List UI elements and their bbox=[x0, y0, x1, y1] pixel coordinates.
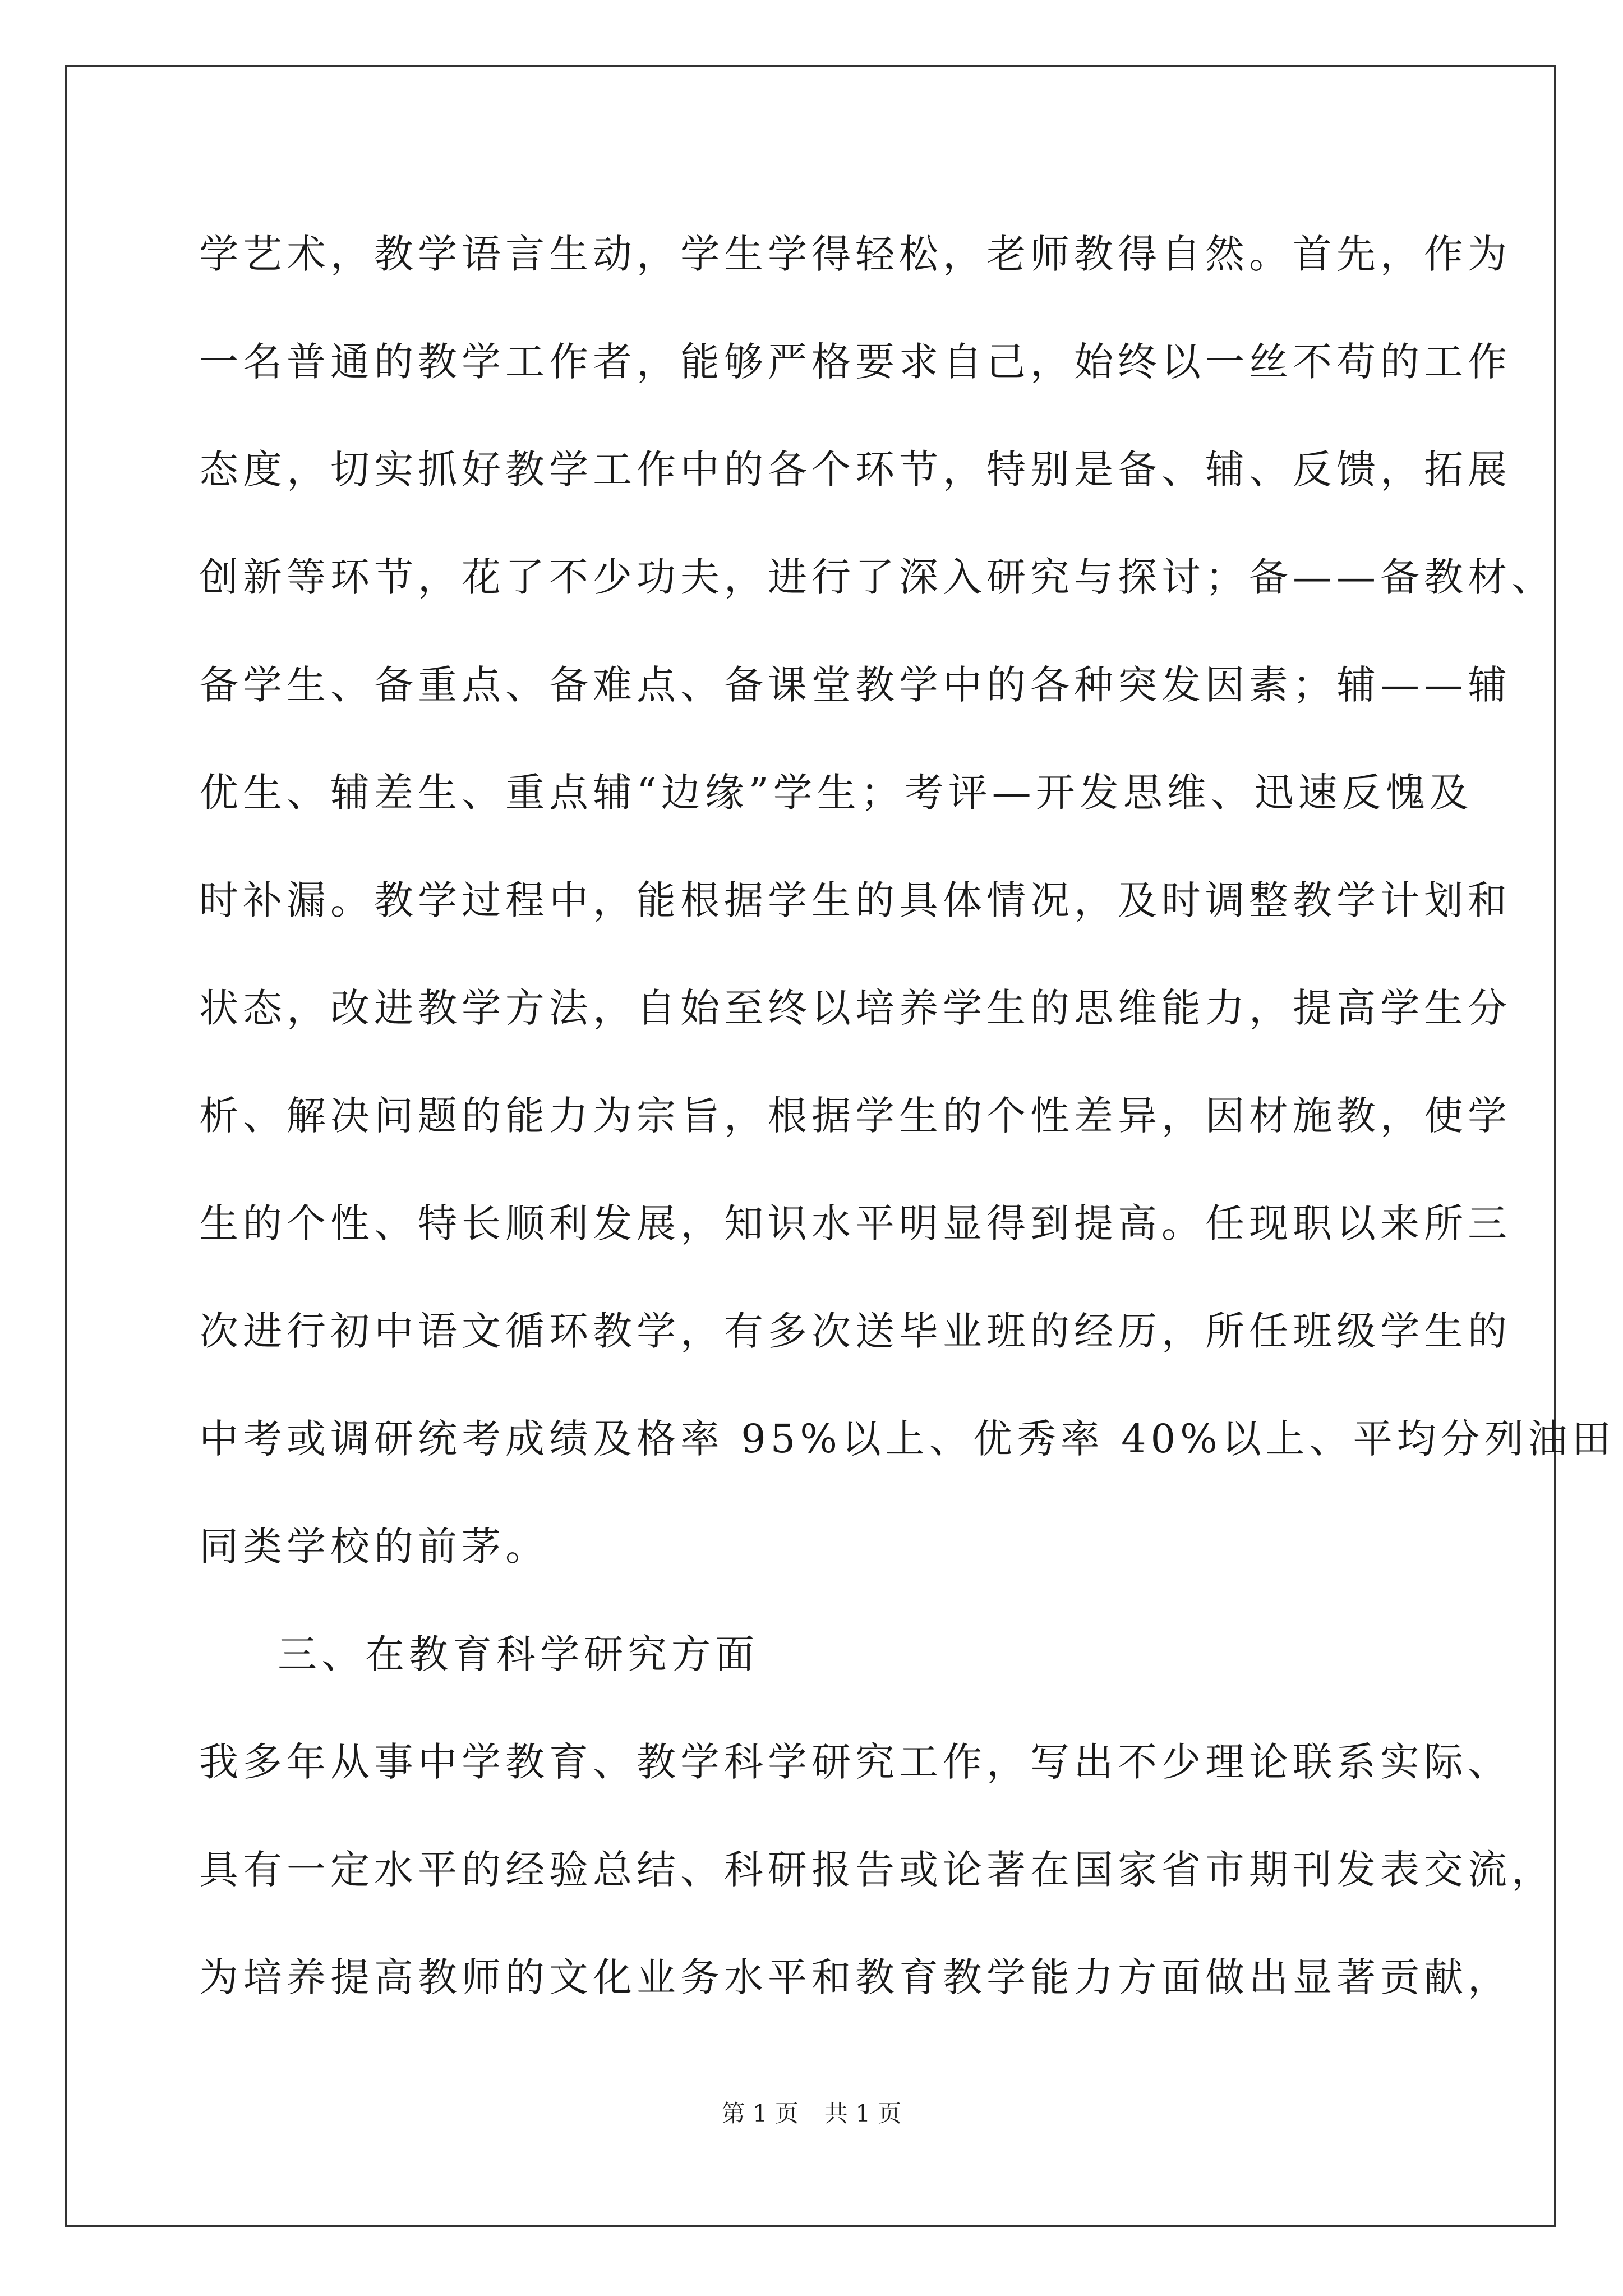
paragraph-line: 创新等环节，花了不少功夫，进行了深入研究与探讨；备——备教材、 bbox=[199, 554, 1555, 600]
page-total: 共 1 页 bbox=[824, 2100, 902, 2127]
paragraph-line: 生的个性、特长顺利发展，知识水平明显得到提高。任现职以来所三 bbox=[199, 1200, 1511, 1246]
paragraph-line: 一名普通的教学工作者，能够严格要求自己，始终以一丝不苟的工作 bbox=[199, 339, 1511, 385]
paragraph-line: 优生、辅差生、重点辅“边缘”学生；考评—开发思维、迅速反愧及 bbox=[199, 770, 1473, 816]
paragraph-line: 态度，切实抓好教学工作中的各个环节，特别是备、辅、反馈，拓展 bbox=[199, 447, 1511, 493]
paragraph-line: 备学生、备重点、备难点、备课堂教学中的各种突发因素；辅——辅 bbox=[199, 662, 1511, 708]
paragraph-line: 状态，改进教学方法，自始至终以培养学生的思维能力，提高学生分 bbox=[199, 985, 1511, 1031]
paragraph-line: 同类学校的前茅。 bbox=[199, 1524, 549, 1570]
paragraph-line: 析、解决问题的能力为宗旨，根据学生的个性差异，因材施教，使学 bbox=[199, 1093, 1511, 1139]
paragraph-line: 我多年从事中学教育、教学科学研究工作，写出不少理论联系实际、 bbox=[199, 1739, 1511, 1785]
paragraph-line: 具有一定水平的经验总结、科研报告或论著在国家省市期刊发表交流， bbox=[199, 1847, 1555, 1893]
paragraph-line: 中考或调研统考成绩及格率 95%以上、优秀率 40%以上、平均分列油田 bbox=[199, 1416, 1616, 1462]
section-heading: 三、在教育科学研究方面 bbox=[278, 1631, 759, 1677]
page-footer bbox=[0, 2095, 1623, 2129]
paragraph-line: 时补漏。教学过程中，能根据学生的具体情况，及时调整教学计划和 bbox=[199, 877, 1511, 923]
document-body bbox=[199, 215, 1616, 2046]
paragraph-line: 次进行初中语文循环教学，有多次送毕业班的经历，所任班级学生的 bbox=[199, 1308, 1511, 1354]
page-number: 第 1 页 bbox=[721, 2100, 799, 2127]
paragraph-line: 学艺术，教学语言生动，学生学得轻松，老师教得自然。首先，作为 bbox=[199, 231, 1511, 277]
paragraph-line: 为培养提高教师的文化业务水平和教育教学能力方面做出显著贡献， bbox=[199, 1954, 1511, 2000]
